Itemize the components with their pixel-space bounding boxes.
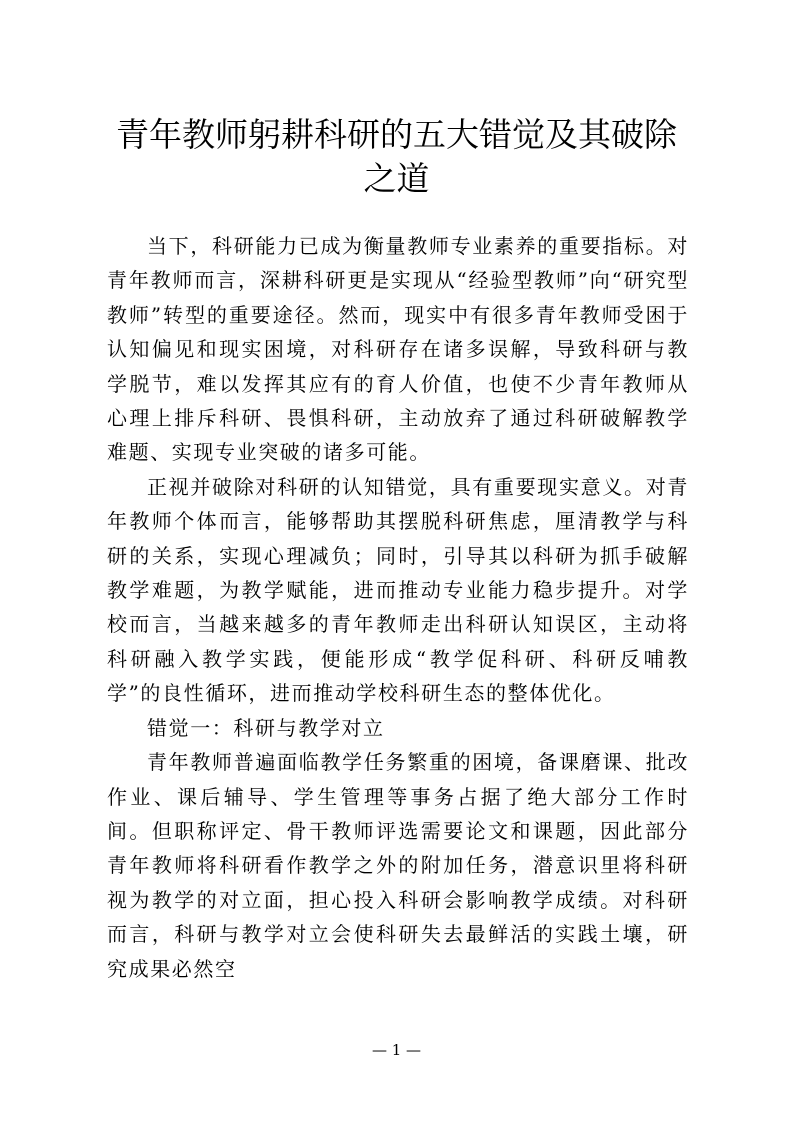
document-title: 青年教师躬耕科研的五大错觉及其破除之道 (116, 115, 677, 198)
page-number: — 1 — (371, 1041, 422, 1059)
paragraph-intro: 当下，科研能力已成为衡量教师专业素养的重要指标。对青年教师而言，深耕科研更是实现从“经验型教师”向“研究型教师”转型的重要途径。然而，现实中有很多青年教师受困于认知偏见和现实困境，对科研存在诸多误解，导致科研与教学脱节，难以发挥其应有的育人价值，也使不少青年教师从心理上排斥科研、畏惧科研，主动放弃了通过科研破解教学难题、实现专业突破的诸多可能。 (107, 234, 689, 465)
paragraph-misconception-1: 青年教师普遍面临教学任务繁重的困境，备课磨课、批改作业、课后辅导、学生管理等事务占据了绝大部分工作时间。但职称评定、骨干教师评选需要论文和课题，因此部分青年教师将科研看作教学之外的附加任务，潜意识里将科研视为教学的对立面，担心投入科研会影响教学成绩。对科研而言，科研与教学对立会使科研失去最鲜活的实践土壤，研究成果必然空 (107, 750, 689, 981)
section-heading-misconception-1: 错觉一：科研与教学对立 (147, 715, 385, 740)
document-body (107, 229, 689, 986)
paragraph-significance: 正视并破除对科研的认知错觉，具有重要现实意义。对青年教师个体而言，能够帮助其摆脱科研焦虑，厘清教学与科研的关系，实现心理减负；同时，引导其以科研为抓手破解教学难题，为教学赋能，进而推动专业能力稳步提升。对学校而言，当越来越多的青年教师走出科研认知误区，主动将科研融入教学实践，便能形成“教学促科研、科研反哺教学”的良性循环，进而推动学校科研生态的整体优化。 (107, 474, 689, 706)
